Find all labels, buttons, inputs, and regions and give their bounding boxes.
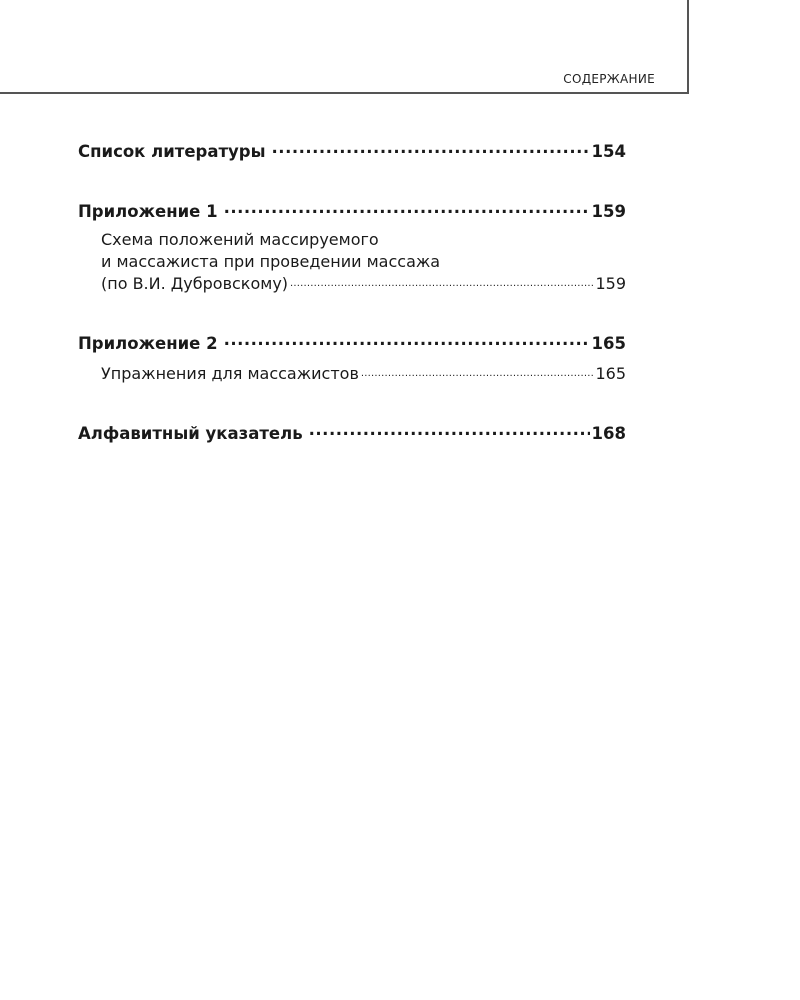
toc-subentry-exercises[interactable]: [101, 363, 626, 383]
dot-leader: [272, 140, 590, 157]
toc-entry-page: 154: [591, 141, 626, 161]
toc-entry-page: 165: [591, 333, 626, 353]
toc-subentry-page: 165: [595, 364, 626, 383]
toc-entry-appendix-2[interactable]: [78, 332, 626, 353]
running-head: СОДЕРЖАНИЕ: [563, 72, 655, 86]
toc-entry-title: Список литературы: [78, 141, 266, 161]
dot-leader: [309, 422, 590, 439]
header-frame-vertical-rule: [687, 0, 689, 94]
toc-subentry-title: (по В.И. Дубровскому): [101, 274, 289, 293]
dot-leader: [361, 363, 595, 379]
toc-entry-index[interactable]: [78, 422, 626, 443]
toc-subentry-line: Схема положений массируемого: [101, 230, 379, 249]
toc-entry-page: 159: [591, 201, 626, 221]
dot-leader: [224, 332, 590, 349]
toc-subentry-page: 159: [595, 274, 626, 293]
dot-leader: [224, 200, 590, 217]
toc-subentry-title: Упражнения для массажистов: [101, 364, 359, 383]
toc-entry-appendix-1[interactable]: [78, 200, 626, 221]
toc-subentry-positions-scheme[interactable]: [101, 273, 626, 293]
toc-entry-title: Алфавитный указатель: [78, 423, 303, 443]
toc-entry-page: 168: [591, 423, 626, 443]
dot-leader: [290, 273, 594, 289]
toc-entry-title: Приложение 2: [78, 333, 218, 353]
toc-subentry-line: и массажиста при проведении массажа: [101, 252, 441, 271]
header-frame-horizontal-rule: [0, 92, 689, 94]
toc-entry-bibliography[interactable]: [78, 140, 626, 161]
toc-entry-title: Приложение 1: [78, 201, 218, 221]
